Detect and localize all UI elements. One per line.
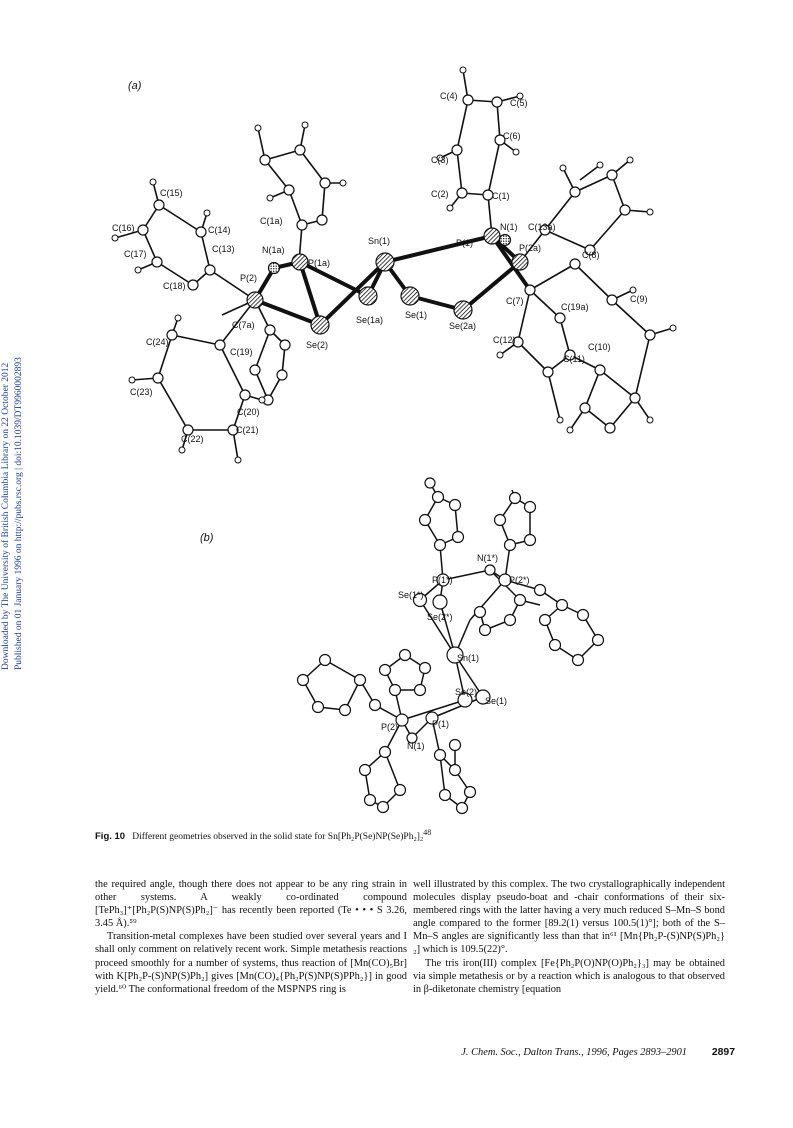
atom-label: P(2): [240, 273, 258, 283]
figure-number: Fig. 10: [95, 831, 126, 843]
atom-label: C(20): [237, 407, 260, 417]
atom-label: C(23): [130, 387, 153, 397]
atom-label: C(12): [493, 335, 516, 345]
atom-label: C(9): [630, 294, 648, 304]
download-notice-line-2: Published on 01 January 1996 on http://pubs.rsc.org | doi:10.1039/DT9960002893: [14, 357, 24, 670]
atom-label: C(15): [160, 188, 183, 198]
atom-label: C(1a): [260, 216, 283, 226]
journal-citation: J. Chem. Soc., Dalton Trans., 1996, Pages 2893–2901: [461, 1047, 687, 1058]
atom-label: C(18): [163, 281, 186, 291]
body-column-right: [413, 878, 725, 996]
page-footer: [95, 1047, 735, 1061]
paragraph: the required angle, though there does not appear to be any ring strain in other systems. A weakly co-ordinated compound [TePh₃]⁺[Ph₂P(S)NP(S)Ph₂]⁻ has recently been reported (Te • • • S 3.26, 3.45 Å).⁵⁹: [95, 879, 407, 930]
atom-label: C(17): [124, 249, 147, 259]
atom-label: C(4): [440, 91, 458, 101]
atom-label: Sn(1): [457, 653, 480, 663]
atom-label: C(3): [431, 155, 449, 165]
atom-label: C(22): [181, 434, 204, 444]
atom-label: C(14): [208, 225, 231, 235]
atom-label: C(19): [230, 347, 253, 357]
atom-label: Se(2*): [427, 612, 453, 622]
atom-label: C(8): [582, 250, 600, 260]
atom-label: C(24): [146, 337, 169, 347]
panel-b-label: (b): [200, 532, 214, 544]
atom-label: C(11): [563, 354, 585, 364]
panel-b-atoms: [298, 478, 604, 814]
caption-text: Different geometries observed in the solid state for Sn[Ph₂P(Se)NP(Se)Ph₂]₂: [132, 832, 424, 843]
atom-label: C(1): [492, 191, 510, 201]
paragraph: The tris iron(III) complex [Fe{Ph₂P(O)NP(O)Ph₂}₃] may be obtained via simple metathesis or by a reaction which is analogous to that observed in β-diketonate chemistry [equation: [413, 957, 725, 995]
atom-label: N(1*): [477, 553, 499, 563]
atom-label: N(1): [407, 741, 425, 751]
atom-label: C(19a): [561, 302, 589, 312]
figure-caption: [95, 827, 735, 843]
atom-label: C(13): [212, 244, 235, 254]
atom-label: P(2): [381, 722, 399, 732]
panel-a-label: (a): [128, 80, 142, 92]
atom-label: C(21): [236, 425, 259, 435]
atom-label: C(6): [503, 131, 521, 141]
atom-label: Se(2): [306, 340, 329, 350]
paragraph: well illustrated by this complex. The two crystallographically independent molecules display pseudo-boat and -chair conformations of their six-membered rings with the latter having a very much reduced S–Mn–S bond angle compared to the former [89.2(1) versus 100.5(1)°]; both of the S–Mn–S angles are significantly less than that in⁶¹ [Mn{Ph₂P-(S)NP(S)Ph₂}₂] which is 109.5(22)°.: [413, 879, 725, 956]
atom-label: Se(1*): [398, 590, 424, 600]
body-column-left: [95, 878, 407, 996]
page-number: 2897: [711, 1047, 735, 1058]
atom-label: Sn(1): [368, 236, 391, 246]
caption-ref: 48: [423, 828, 432, 837]
atom-label: Se(1a): [356, 315, 384, 325]
atom-label: C(5): [510, 98, 528, 108]
atom-label: P(1): [456, 238, 474, 248]
atom-label: N(1): [500, 222, 518, 232]
panel-a-structure: [112, 67, 676, 463]
atom-label: P(1*): [432, 575, 453, 585]
atom-label: P(1): [432, 719, 450, 729]
atom-label: C(13a): [528, 222, 556, 232]
atom-label: C(7): [506, 296, 524, 306]
atom-label: Se(2a): [449, 321, 477, 331]
atom-label: P(1a): [308, 258, 331, 268]
paragraph: Transition-metal complexes have been studied over several years and I shall only comment on relatively recent work. Simple metathesis reactions proceed smoothly for a number of systems, thus reaction of [Mn(CO)₅Br] with K[Ph₂P-(S)NP(S)Ph₂] gives [Mn(CO)₄{Ph₂P(S)NP(S)PPh₂}] in good yield.⁶⁰ The conformational freedom of the MSPNPS ring is: [95, 931, 407, 995]
atom-label: P(2a): [519, 243, 542, 253]
atom-label: N(1a): [262, 245, 285, 255]
atom-label: C(2): [431, 189, 449, 199]
atom-label: Se(1): [485, 696, 508, 706]
download-notice-line-1: Downloaded by The University of British Columbia Library on 22 October 2012: [1, 362, 11, 670]
atom-label: C(10): [588, 342, 611, 352]
atom-label: P(2*): [509, 575, 530, 585]
atom-label: Se(1): [405, 310, 428, 320]
atom-label: Se(2): [455, 687, 478, 697]
atom-label: C(7a): [232, 320, 255, 330]
atom-label: C(16): [112, 223, 135, 233]
